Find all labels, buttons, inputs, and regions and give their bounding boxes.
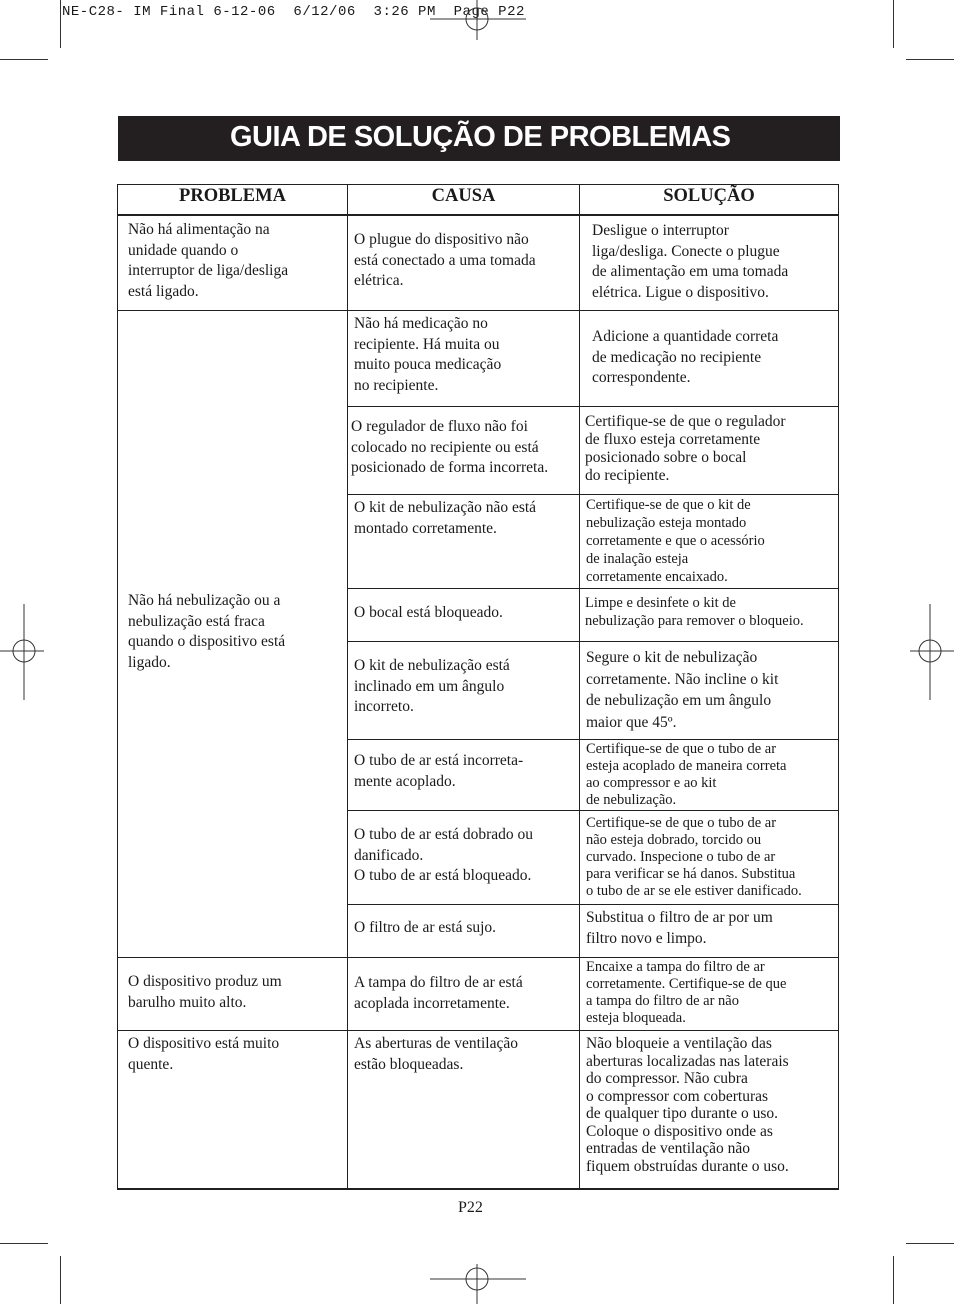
row-divider [117,957,839,958]
header-problem: PROBLEMA [179,186,286,206]
solution-cell: Certifique-se de que o tubo de ar não esteja dobrado, torcido ou curvado. Inspecione o tubo de ar para verificar se há danos. Substitua o tubo de ar se ele estiver danificado. [586,815,802,899]
cause-cell: O kit de nebulização está inclinado em um ângulo incorreto. [354,657,510,715]
row-divider [347,588,839,589]
row-divider [347,904,839,905]
header-cause: CAUSA [431,186,496,206]
solution-cell: Certifique-se de que o tubo de ar esteja acoplado de maneira correta ao compressor e ao kit de nebulização. [586,741,787,808]
solution-cell: Não bloqueie a ventilação das aberturas localizadas nas laterais do compressor. Não cubra o compressor com coberturas de qualquer tipo durante o uso. Coloque o dispositivo onde as entradas de ventilação não fiquem obstruídas durante o uso. [586,1035,789,1175]
table-border [117,184,118,1190]
row-divider [117,1030,839,1031]
solution-cell: Limpe e desinfete o kit de nebulização para remover o bloqueio. [585,595,804,629]
solution-cell: Desligue o interruptor liga/desliga. Conecte o plugue de alimentação em uma tomada elétrica. Ligue o dispositivo. [592,222,789,301]
problem-cell: Não há nebulização ou a nebulização está fraca quando o dispositivo está ligado. [128,592,286,671]
registration-mark-icon [0,604,44,700]
registration-mark-icon [430,1264,526,1304]
cause-cell: A tampa do filtro de ar está acoplada incorretamente. [354,974,523,1012]
row-divider [117,215,839,216]
crop-mark [893,0,894,48]
crop-mark [0,59,48,60]
page-number: P22 [458,1199,483,1216]
row-divider [347,739,839,740]
column-divider [579,184,580,1190]
table-border [117,184,839,185]
solution-cell: Substitua o filtro de ar por um filtro novo e limpo. [586,909,773,947]
problem-cell: Não há alimentação na unidade quando o interruptor de liga/desliga está ligado. [128,221,289,300]
cause-cell: O kit de nebulização não está montado corretamente. [354,499,537,537]
row-divider [347,810,839,811]
crop-mark [0,1243,48,1244]
table-border [117,1188,839,1190]
cause-cell: O tubo de ar está incorreta- mente acoplado. [354,752,524,790]
crop-mark [60,1256,61,1304]
cause-cell: O regulador de fluxo não foi colocado no recipiente ou está posicionado de forma incorreta. [351,418,549,476]
column-divider [347,184,348,1190]
page-title: GUIA DE SOLUÇÃO DE PROBLEMAS [230,121,731,153]
cause-cell: Não há medicação no recipiente. Há muita ou muito pouca medicação no recipiente. [354,315,502,394]
solution-cell: Certifique-se de que o kit de nebulização esteja montado corretamente e que o acessório de inalação esteja corretamente encaixado. [586,497,765,585]
crop-mark [906,1243,954,1244]
solution-cell: Adicione a quantidade correta de medicação no recipiente correspondente. [592,328,779,386]
crop-mark [906,59,954,60]
row-divider [347,494,839,495]
problem-cell: O dispositivo está muito quente. [128,1035,280,1073]
cause-cell: O bocal está bloqueado. [354,604,503,621]
title-bar [118,116,840,161]
crop-mark [893,1256,894,1304]
header-solution: SOLUÇÃO [663,186,755,206]
cause-cell: As aberturas de ventilação estão bloqueadas. [354,1035,518,1073]
problem-cell: O dispositivo produz um barulho muito alto. [128,973,282,1011]
print-slug: NE-C28- IM Final 6-12-06 6/12/06 3:26 PM Page P22 [62,4,525,20]
cause-cell: O plugue do dispositivo não está conectado a uma tomada elétrica. [354,231,536,289]
cause-cell: O filtro de ar está sujo. [354,919,497,936]
table-border [838,184,839,1190]
registration-mark-icon [910,604,954,700]
row-divider [347,641,839,642]
solution-cell: Encaixe a tampa do filtro de ar corretamente. Certifique-se de que a tampa do filtro de ar não esteja bloqueada. [586,959,787,1026]
solution-cell: Segure o kit de nebulização corretamente. Não incline o kit de nebulização em um ângulo maior que 45º. [586,649,779,731]
row-divider [117,310,839,311]
solution-cell: Certifique-se de que o regulador de fluxo esteja corretamente posicionado sobre o bocal do recipiente. [585,413,786,484]
crop-mark [60,0,61,48]
cause-cell: O tubo de ar está dobrado ou danificado. O tubo de ar está bloqueado. [354,826,534,884]
registration-mark-icon [430,0,526,40]
row-divider [347,406,839,407]
